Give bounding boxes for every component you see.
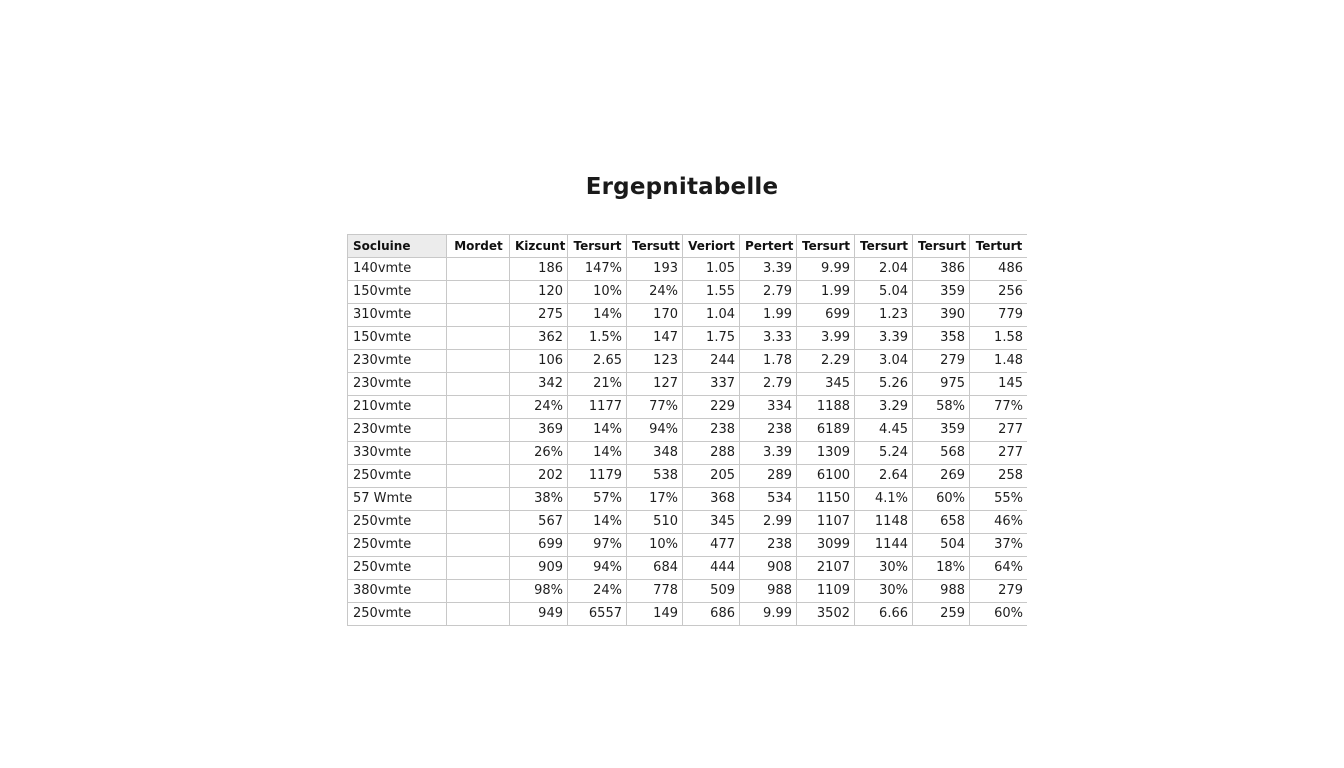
row-label-cell: 230vmte (348, 350, 447, 373)
table-row (348, 419, 1028, 442)
data-cell: 1.04 (683, 304, 740, 327)
data-cell: 1.58 (970, 327, 1028, 350)
data-cell: 60% (970, 603, 1028, 626)
data-cell: 988 (913, 580, 970, 603)
row-label-cell: 250vmte (348, 511, 447, 534)
data-cell: 1.75 (683, 327, 740, 350)
data-cell: 1179 (568, 465, 627, 488)
data-cell: 9.99 (797, 258, 855, 281)
data-cell: 14% (568, 442, 627, 465)
data-cell: 3.33 (740, 327, 797, 350)
data-cell: 269 (913, 465, 970, 488)
data-cell: 444 (683, 557, 740, 580)
data-cell: 348 (627, 442, 683, 465)
data-cell: 658 (913, 511, 970, 534)
data-cell: 277 (970, 419, 1028, 442)
data-cell: 14% (568, 419, 627, 442)
data-cell: 5.24 (855, 442, 913, 465)
data-cell: 6.66 (855, 603, 913, 626)
data-cell: 686 (683, 603, 740, 626)
data-cell: 98% (510, 580, 568, 603)
row-label-cell: 230vmte (348, 373, 447, 396)
data-cell: 534 (740, 488, 797, 511)
data-cell (447, 419, 510, 442)
data-cell: 24% (568, 580, 627, 603)
table-row (348, 327, 1028, 350)
data-cell (447, 557, 510, 580)
table-row (348, 580, 1028, 603)
data-cell: 369 (510, 419, 568, 442)
row-label-cell: 230vmte (348, 419, 447, 442)
data-cell: 289 (740, 465, 797, 488)
column-header: Terturt (970, 235, 1028, 258)
data-cell (447, 396, 510, 419)
data-cell: 147% (568, 258, 627, 281)
data-cell: 2.99 (740, 511, 797, 534)
results-table-container (347, 234, 1027, 639)
data-cell: 258 (970, 465, 1028, 488)
data-cell: 975 (913, 373, 970, 396)
data-cell: 2.79 (740, 373, 797, 396)
data-cell: 1188 (797, 396, 855, 419)
data-cell: 699 (510, 534, 568, 557)
data-cell: 6557 (568, 603, 627, 626)
data-cell: 510 (627, 511, 683, 534)
data-cell: 279 (970, 580, 1028, 603)
column-header: Kizcunt (510, 235, 568, 258)
data-cell: 342 (510, 373, 568, 396)
table-row (348, 304, 1028, 327)
data-cell: 684 (627, 557, 683, 580)
data-cell: 127 (627, 373, 683, 396)
data-cell: 3.04 (855, 350, 913, 373)
data-cell: 538 (627, 465, 683, 488)
data-cell: 2.65 (568, 350, 627, 373)
data-cell: 1.99 (740, 304, 797, 327)
data-cell: 60% (913, 488, 970, 511)
data-cell (447, 603, 510, 626)
data-cell: 909 (510, 557, 568, 580)
data-cell: 3099 (797, 534, 855, 557)
data-cell (447, 281, 510, 304)
data-cell: 358 (913, 327, 970, 350)
row-label-cell: 250vmte (348, 603, 447, 626)
data-cell: 1148 (855, 511, 913, 534)
data-cell: 362 (510, 327, 568, 350)
data-cell: 1109 (797, 580, 855, 603)
data-cell: 145 (970, 373, 1028, 396)
data-cell: 359 (913, 419, 970, 442)
data-cell: 2.79 (740, 281, 797, 304)
data-cell: 259 (913, 603, 970, 626)
data-cell: 277 (970, 442, 1028, 465)
data-cell: 2.29 (797, 350, 855, 373)
data-cell: 1.5% (568, 327, 627, 350)
data-cell: 24% (510, 396, 568, 419)
data-cell: 1107 (797, 511, 855, 534)
table-row (348, 557, 1028, 580)
data-cell: 1.55 (683, 281, 740, 304)
data-cell (447, 534, 510, 557)
data-cell: 908 (740, 557, 797, 580)
data-cell: 38% (510, 488, 568, 511)
data-cell: 368 (683, 488, 740, 511)
data-cell: 97% (568, 534, 627, 557)
table-row (348, 488, 1028, 511)
data-cell: 170 (627, 304, 683, 327)
page-title: Ergepnitabelle (585, 174, 779, 200)
data-cell: 1309 (797, 442, 855, 465)
column-header: Tersurt (797, 235, 855, 258)
data-cell: 1.05 (683, 258, 740, 281)
data-cell: 334 (740, 396, 797, 419)
data-cell: 504 (913, 534, 970, 557)
row-label-cell: 380vmte (348, 580, 447, 603)
data-cell: 345 (683, 511, 740, 534)
data-cell: 3.39 (855, 327, 913, 350)
data-cell: 359 (913, 281, 970, 304)
data-cell: 57% (568, 488, 627, 511)
data-cell: 5.04 (855, 281, 913, 304)
data-cell: 477 (683, 534, 740, 557)
data-cell: 26% (510, 442, 568, 465)
data-cell: 37% (970, 534, 1028, 557)
row-label-cell: 250vmte (348, 465, 447, 488)
data-cell: 24% (627, 281, 683, 304)
data-cell: 778 (627, 580, 683, 603)
data-cell: 699 (797, 304, 855, 327)
data-cell: 147 (627, 327, 683, 350)
data-cell (447, 327, 510, 350)
table-row (348, 281, 1028, 304)
data-cell: 6189 (797, 419, 855, 442)
data-cell: 238 (740, 534, 797, 557)
data-cell: 1.78 (740, 350, 797, 373)
data-cell: 568 (913, 442, 970, 465)
row-label-cell: 140vmte (348, 258, 447, 281)
column-header: Tersurt (913, 235, 970, 258)
data-cell: 337 (683, 373, 740, 396)
data-cell: 205 (683, 465, 740, 488)
data-cell: 46% (970, 511, 1028, 534)
table-body (348, 258, 1028, 626)
data-cell: 14% (568, 511, 627, 534)
column-header: Tersurt (568, 235, 627, 258)
data-cell: 3.39 (740, 258, 797, 281)
data-cell: 186 (510, 258, 568, 281)
data-cell: 30% (855, 557, 913, 580)
data-cell: 193 (627, 258, 683, 281)
data-cell: 1.99 (797, 281, 855, 304)
table-row (348, 603, 1028, 626)
data-cell: 2.64 (855, 465, 913, 488)
data-cell: 256 (970, 281, 1028, 304)
row-label-cell: 210vmte (348, 396, 447, 419)
data-cell: 1.23 (855, 304, 913, 327)
data-cell: 486 (970, 258, 1028, 281)
table-row (348, 442, 1028, 465)
column-header: Socluine (348, 235, 447, 258)
table-row (348, 258, 1028, 281)
column-header: Mordet (447, 235, 510, 258)
data-cell (447, 350, 510, 373)
data-cell: 3.39 (740, 442, 797, 465)
data-cell: 779 (970, 304, 1028, 327)
data-cell: 238 (683, 419, 740, 442)
row-label-cell: 250vmte (348, 534, 447, 557)
data-cell (447, 442, 510, 465)
table-row (348, 534, 1028, 557)
row-label-cell: 150vmte (348, 327, 447, 350)
data-cell: 3.99 (797, 327, 855, 350)
data-cell: 106 (510, 350, 568, 373)
table-row (348, 373, 1028, 396)
data-cell (447, 511, 510, 534)
data-cell: 18% (913, 557, 970, 580)
data-cell: 509 (683, 580, 740, 603)
data-cell: 64% (970, 557, 1028, 580)
data-cell: 55% (970, 488, 1028, 511)
data-cell: 149 (627, 603, 683, 626)
data-cell: 1177 (568, 396, 627, 419)
table-row (348, 511, 1028, 534)
data-cell: 390 (913, 304, 970, 327)
data-cell: 275 (510, 304, 568, 327)
column-header: Veriort (683, 235, 740, 258)
row-label-cell: 330vmte (348, 442, 447, 465)
data-cell (447, 304, 510, 327)
column-header: Tersurt (855, 235, 913, 258)
data-cell: 345 (797, 373, 855, 396)
data-cell: 77% (627, 396, 683, 419)
data-cell: 14% (568, 304, 627, 327)
data-cell: 17% (627, 488, 683, 511)
table-row (348, 396, 1028, 419)
table-header (348, 235, 1028, 258)
data-cell: 10% (627, 534, 683, 557)
row-label-cell: 250vmte (348, 557, 447, 580)
table-row (348, 350, 1028, 373)
data-cell: 94% (568, 557, 627, 580)
data-cell: 123 (627, 350, 683, 373)
data-cell (447, 465, 510, 488)
row-label-cell: 57 Wmte (348, 488, 447, 511)
data-cell: 949 (510, 603, 568, 626)
data-cell: 229 (683, 396, 740, 419)
data-cell: 4.1% (855, 488, 913, 511)
data-cell: 3502 (797, 603, 855, 626)
data-cell: 567 (510, 511, 568, 534)
column-header: Tersutt (627, 235, 683, 258)
data-cell (447, 258, 510, 281)
data-cell: 1144 (855, 534, 913, 557)
data-cell: 3.29 (855, 396, 913, 419)
data-cell: 120 (510, 281, 568, 304)
data-cell: 77% (970, 396, 1028, 419)
data-cell (447, 373, 510, 396)
data-cell: 58% (913, 396, 970, 419)
data-cell (447, 580, 510, 603)
data-cell: 988 (740, 580, 797, 603)
data-cell (447, 488, 510, 511)
data-cell: 238 (740, 419, 797, 442)
data-cell: 9.99 (740, 603, 797, 626)
data-cell: 94% (627, 419, 683, 442)
data-cell: 386 (913, 258, 970, 281)
table-row (348, 465, 1028, 488)
results-table (347, 234, 1027, 626)
data-cell: 5.26 (855, 373, 913, 396)
data-cell: 279 (913, 350, 970, 373)
data-cell: 1.48 (970, 350, 1028, 373)
data-cell: 1150 (797, 488, 855, 511)
data-cell: 6100 (797, 465, 855, 488)
data-cell: 2107 (797, 557, 855, 580)
data-cell: 30% (855, 580, 913, 603)
data-cell: 21% (568, 373, 627, 396)
header-row (348, 235, 1028, 258)
data-cell: 4.45 (855, 419, 913, 442)
data-cell: 202 (510, 465, 568, 488)
data-cell: 244 (683, 350, 740, 373)
column-header: Pertert (740, 235, 797, 258)
row-label-cell: 150vmte (348, 281, 447, 304)
data-cell: 10% (568, 281, 627, 304)
data-cell: 288 (683, 442, 740, 465)
row-label-cell: 310vmte (348, 304, 447, 327)
data-cell: 2.04 (855, 258, 913, 281)
